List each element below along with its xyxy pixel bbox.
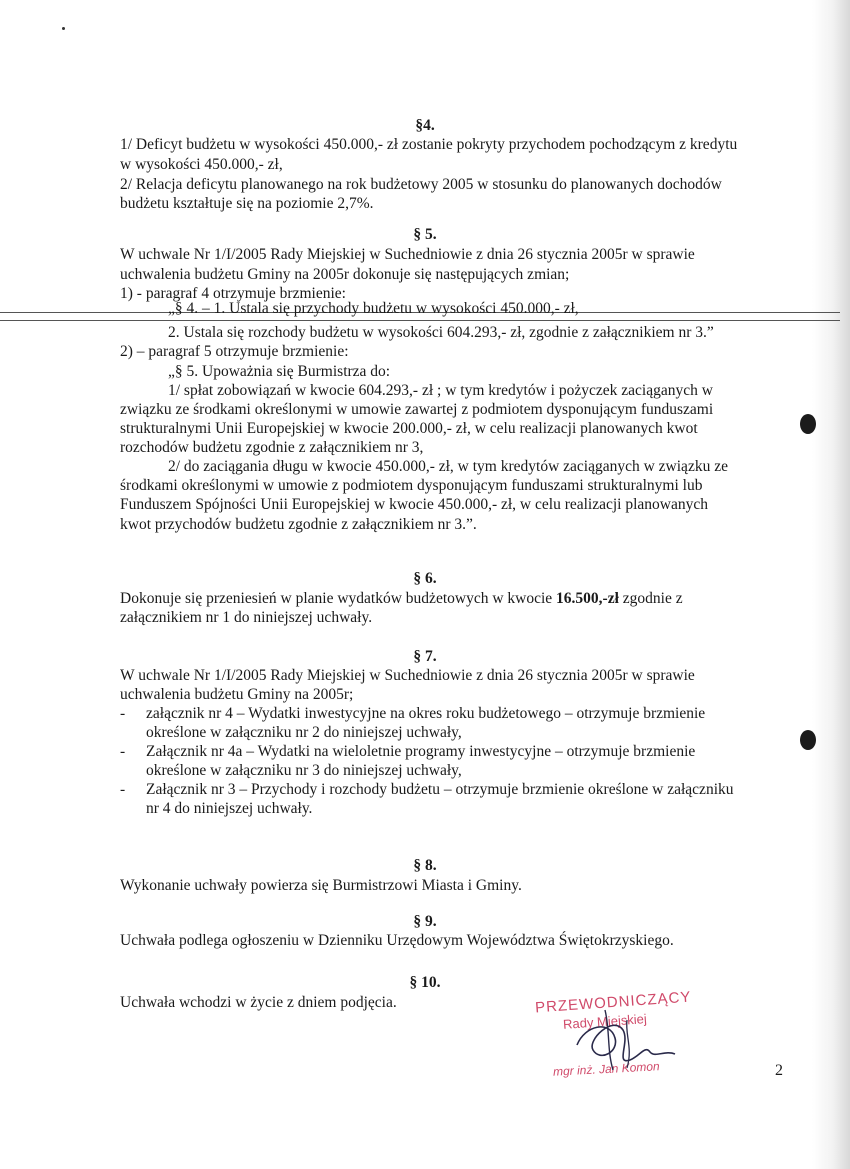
stamp-title: PRZEWODNICZĄCY [534,988,692,1017]
section-5-line: strukturalnymi Unii Europejskiej w kwocie 200.000,- zł, w celu realizacji planowanych kwot [120,420,698,437]
section-7-line: Załącznik nr 3 – Przychody i rozchody budżetu – otrzymuje brzmienie określone w załączniku [146,781,734,798]
section-8-heading: § 8. [413,857,437,874]
section-5-line: „§ 4. – 1. Ustala się przychody budżetu w wysokości 450.000,- zł, [168,300,579,317]
section-5-line: 2) – paragraf 5 otrzymuje brzmienie: [120,343,349,360]
section-5-line: rozchodów budżetu zgodnie z załącznikiem nr 3, [120,439,424,456]
section-5-line: związku ze środkami określonymi w umowie zawartej z podmiotem dysponującym funduszami [120,401,714,418]
section-5-line: 1) - paragraf 4 otrzymuje brzmienie: [120,285,346,302]
section-10-heading: § 10. [409,974,441,991]
section-6-text: zgodnie z [618,590,683,607]
section-5-line: 2. Ustala się rozchody budżetu w wysokości 604.293,- zł, zgodnie z załącznikiem nr 3.” [168,324,714,341]
page-number: 2 [775,1062,783,1079]
section-6-line: załącznikiem nr 1 do niniejszej uchwały. [120,609,373,626]
section-5-line: środkami określonymi w umowie z podmiotem dysponującym funduszami strukturalnymi lub [120,477,703,494]
section-5-heading: § 5. [413,226,437,243]
bullet-dash: - [120,743,126,760]
section-4-line: 2/ Relacja deficytu planowanego na rok budżetowy 2005 w stosunku do planowanych dochodów [120,176,722,193]
section-5-line: 1/ spłat zobowiązań w kwocie 604.293,- zł ; w tym kredytów i pożyczek zaciąganych w [168,382,713,399]
section-6-amount: 16.500,-zł [556,590,619,607]
section-5-line: W uchwale Nr 1/I/2005 Rady Miejskiej w Suchedniowie z dnia 26 stycznia 2005r w sprawie [120,246,695,263]
bullet-dash: - [120,781,126,798]
section-7-line: uchwalenia budżetu Gminy na 2005r; [120,686,354,703]
signature-scribble [515,990,715,1085]
bullet-dash: - [120,705,126,722]
section-7-heading: § 7. [413,648,437,665]
section-10-line: Uchwała wchodzi w życie z dniem podjęcia. [120,994,397,1011]
punch-hole-lower [800,730,816,750]
section-4-line: budżetu kształtuje się na poziomie 2,7%. [120,195,374,212]
section-5-line: Funduszem Spójności Unii Europejskiej w kwocie 450.000,- zł, w celu realizacji planowanych [120,496,708,513]
section-6-text: Dokonuje się przeniesień w planie wydatków budżetowych w kwocie [120,590,557,607]
section-5-line: kwot przychodów budżetu zgodnie z załącznikiem nr 3.”. [120,516,477,533]
section-4-heading: §4. [415,117,435,134]
section-7-line: Załącznik nr 4a – Wydatki na wieloletnie programy inwestycyjne – otrzymuje brzmienie [146,743,696,760]
section-9-line: Uchwała podlega ogłoszeniu w Dzienniku Urzędowym Województwa Świętokrzyskiego. [120,932,674,949]
section-9-heading: § 9. [413,913,437,930]
punch-hole-upper [800,414,816,434]
section-7-line: określone w załączniku nr 2 do niniejszej uchwały, [146,724,462,741]
section-7-line: W uchwale Nr 1/I/2005 Rady Miejskiej w Suchedniowie z dnia 26 stycznia 2005r w sprawie [120,667,695,684]
section-7-line: załącznik nr 4 – Wydatki inwestycyjne na okres roku budżetowego – otrzymuje brzmienie [146,705,706,722]
stamp-name: mgr inż. Jan Komon [552,1059,661,1079]
section-5-line: „§ 5. Upoważnia się Burmistrza do: [168,363,391,380]
section-6-line [120,590,683,608]
section-5-line: uchwalenia budżetu Gminy na 2005r dokonuje się następujących zmian; [120,266,570,283]
section-8-line: Wykonanie uchwały powierza się Burmistrzowi Miasta i Gminy. [120,877,522,894]
section-4-line: 1/ Deficyt budżetu w wysokości 450.000,- zł zostanie pokryty przychodem pochodzącym z kredytu [120,136,738,153]
section-7-line: określone w załączniku nr 3 do niniejszej uchwały, [146,762,462,779]
section-7-line: nr 4 do niniejszej uchwały. [146,800,313,817]
section-6-heading: § 6. [413,570,437,587]
section-4-line: w wysokości 450.000,- zł, [120,156,283,173]
section-5-line: 2/ do zaciągania długu w kwocie 450.000,- zł, w tym kredytów zaciąganych w związku ze [168,458,728,475]
stamp-council: Rady Miejskiej [562,1011,648,1032]
scan-artifact-line [0,320,840,321]
scan-speck [62,27,65,30]
chairman-stamp [515,990,715,1085]
